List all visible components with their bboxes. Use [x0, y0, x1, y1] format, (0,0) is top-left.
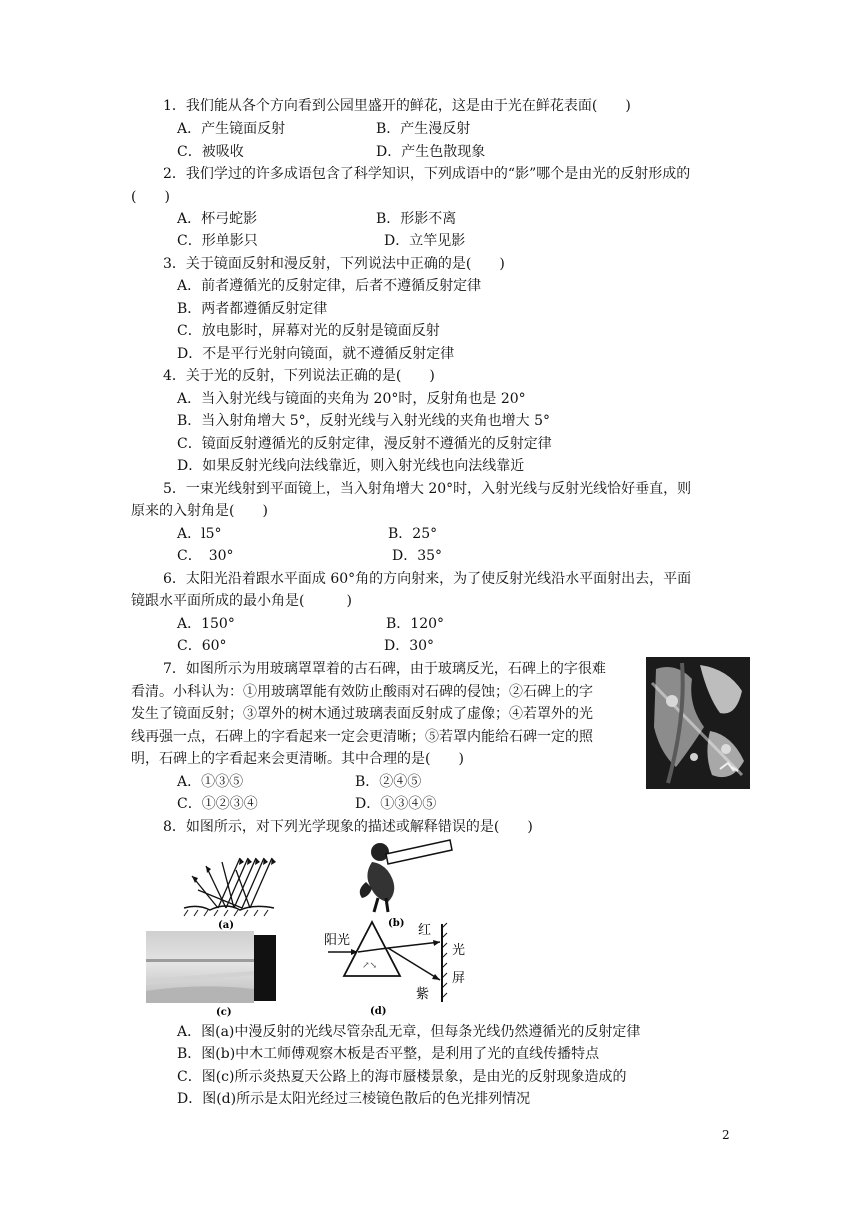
q3-option-a: A．前者遵循光的反射定律，后者不遵循反射定律	[177, 278, 482, 294]
q7-option-b: B．②④⑤	[355, 774, 422, 790]
q3-option-d: D．不是平行光射向镜面，就不遵循反射定律	[177, 346, 455, 362]
q4-option-a: A．当入射光线与镜面的夹角为 20°时，反射角也是 20°	[177, 391, 526, 407]
light-label: 光	[452, 943, 466, 958]
q5-option-b: B．25°	[388, 526, 438, 542]
q7-option-c: C．①②③④	[177, 796, 258, 812]
q7-stem-line3: 发生了镜面反射；③罩外的树木通过玻璃表面反射成了虚像；④若罩外的光	[131, 706, 593, 722]
q7-stem-line2: 看清。小科认为：①用玻璃罩能有效防止酸雨对石碑的侵蚀；②石碑上的字	[131, 684, 593, 700]
q5-option-a: A．l5°	[177, 526, 222, 542]
figure-d-label: (d)	[370, 1006, 387, 1017]
q6-option-b: B．120°	[386, 616, 445, 632]
q7-option-d: D．①③④⑤	[355, 796, 437, 812]
q3-option-c: C．放电影时，屏幕对光的反射是镜面反射	[177, 323, 440, 339]
sunlight-label: 阳光	[324, 933, 351, 948]
q7-stem-line1: 7．如图所示为用玻璃罩罩着的古石碑，由于玻璃反光，石碑上的字很难	[163, 661, 606, 677]
q6-option-d: D．30°	[384, 638, 435, 654]
q8-option-b: B．图(b)中木工师傅观察木板是否平整，是利用了光的直线传播特点	[177, 1046, 600, 1062]
q6-option-c: C．60°	[177, 638, 227, 654]
red-label: 红	[418, 923, 432, 938]
q2-stem-line1: 2．我们学过的许多成语包含了科学知识，下列成语中的“影”哪个是由光的反射形成的	[163, 166, 691, 182]
q1-option-b: B．产生漫反射	[376, 121, 471, 137]
q4-option-b: B．当入射角增大 5°，反射光线与入射光线的夹角也增大 5°	[177, 413, 551, 429]
q7-stem-line4: 线再强一点，石碑上的字看起来一定会更清晰；⑤若罩内能给石碑一定的照	[131, 729, 593, 745]
figure-c-mirage-photo	[146, 931, 296, 1019]
screen-label: 屏	[452, 971, 466, 986]
q2-stem-line2: ( )	[131, 189, 170, 205]
q5-stem-line2: 原来的入射角是( )	[131, 503, 268, 519]
figure-b-label: (b)	[388, 918, 405, 929]
q1-stem: 1．我们能从各个方向看到公园里盛开的鲜花，这是由于光在鲜花表面( )	[163, 98, 631, 114]
q8-option-d: D．图(d)所示是太阳光经过三棱镜色散后的色光排列情况	[177, 1091, 531, 1107]
q2-option-a: A．杯弓蛇影	[177, 211, 258, 227]
q4-option-d: D．如果反射光线向法线靠近，则入射光线也向法线靠近	[177, 458, 525, 474]
stone-stele-photo	[646, 657, 750, 789]
q5-option-d: D．35°	[392, 548, 443, 564]
q6-option-a: A．150°	[177, 616, 235, 632]
q3-option-b: B．两者都遵循反射定律	[177, 301, 328, 317]
figure-a-label: (a)	[218, 920, 234, 931]
q8-stem: 8．如图所示，对下列光学现象的描述或解释错误的是( )	[163, 819, 533, 835]
q5-stem-line1: 5．一束光线射到平面镜上，当入射角增大 20°时，入射光线与反射光线恰好垂直，则	[163, 481, 692, 497]
q7-option-a: A．①③⑤	[177, 774, 244, 790]
figure-d-prism-dispersion	[322, 918, 472, 1018]
q1-option-d: D．产生色散现象	[376, 144, 486, 160]
q8-option-a: A．图(a)中漫反射的光线尽管杂乱无章，但每条光线仍然遵循光的反射定律	[177, 1024, 641, 1040]
q4-option-c: C．镜面反射遵循光的反射定律，漫反射不遵循光的反射定律	[177, 436, 552, 452]
q4-stem: 4．关于光的反射，下列说法正确的是( )	[163, 368, 435, 384]
figure-a-diffuse-reflection	[178, 850, 282, 932]
q2-option-b: B．形影不离	[376, 211, 457, 227]
figure-c-label: (c)	[216, 1007, 232, 1018]
q6-stem-line1: 6．太阳光沿着跟水平面成 60°角的方向射来，为了使反射光线沿水平面射出去，平面	[163, 571, 692, 587]
q6-stem-line2: 镜跟水平面所成的最小角是( )	[131, 593, 352, 609]
q1-option-c: C．被吸收	[177, 144, 244, 160]
q8-option-c: C．图(c)所示炎热夏天公路上的海市蜃楼景象，是由光的反射现象造成的	[177, 1069, 627, 1085]
q7-stem-line5: 明，石碑上的字看起来会更清晰。其中合理的是( )	[131, 751, 464, 767]
svg-text:↗↘: ↗↘	[362, 961, 378, 971]
q2-option-d: D．立竿见影	[384, 233, 466, 249]
q3-stem: 3．关于镜面反射和漫反射，下列说法中正确的是( )	[163, 256, 505, 272]
q1-option-a: A．产生镜面反射	[177, 121, 286, 137]
q2-option-c: C．形单影只	[177, 233, 258, 249]
q5-option-c: C． 30°	[177, 548, 234, 564]
purple-label: 紫	[416, 987, 430, 1002]
page-number: 2	[722, 1128, 730, 1142]
